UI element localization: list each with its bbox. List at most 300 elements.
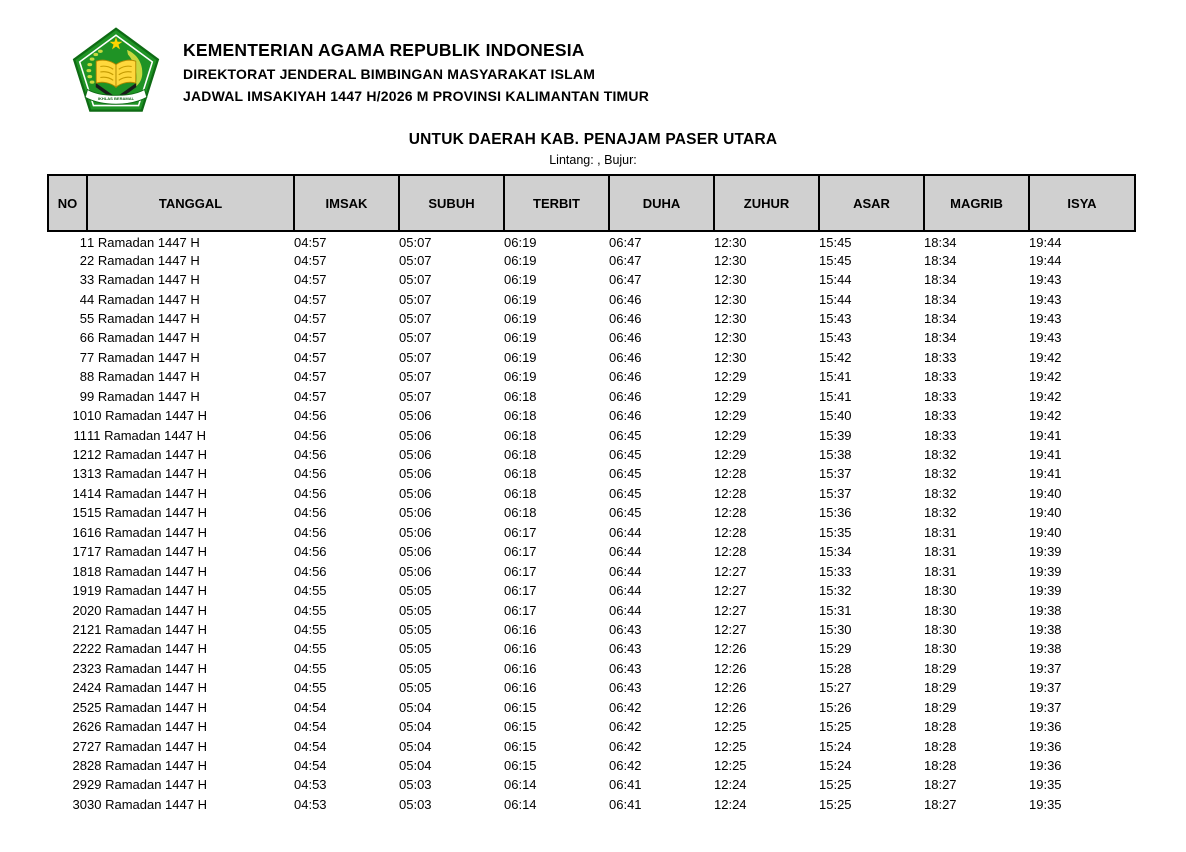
cell-tanggal: 11 Ramadan 1447 H (87, 427, 207, 443)
cell-no: 15 (72, 505, 87, 521)
cell-zuhur: 12:29 (714, 369, 747, 385)
cell-subuh: 05:05 (399, 660, 432, 676)
cell-imsak: 04:56 (294, 447, 327, 463)
cell-tanggal: 26 Ramadan 1447 H (87, 719, 207, 735)
cell-tanggal: 28 Ramadan 1447 H (87, 758, 207, 774)
imsakiyah-table (47, 174, 1136, 814)
cell-duha: 06:45 (609, 427, 642, 443)
cell-duha: 06:45 (609, 505, 642, 521)
cell-subuh: 05:04 (399, 719, 432, 735)
cell-zuhur: 12:30 (714, 330, 747, 346)
cell-imsak: 04:55 (294, 680, 327, 696)
cell-asar: 15:34 (819, 544, 852, 560)
cell-imsak: 04:56 (294, 544, 327, 560)
cell-asar: 15:27 (819, 680, 852, 696)
cell-duha: 06:43 (609, 660, 642, 676)
cell-no: 8 (79, 369, 87, 385)
cell-zuhur: 12:29 (714, 447, 747, 463)
cell-zuhur: 12:27 (714, 563, 747, 579)
cell-subuh: 05:06 (399, 544, 432, 560)
cell-terbit: 06:19 (504, 291, 537, 307)
column-header-duha: DUHA (609, 175, 714, 231)
cell-subuh: 05:06 (399, 408, 432, 424)
cell-tanggal: 13 Ramadan 1447 H (87, 466, 207, 482)
table-row (48, 270, 1135, 289)
cell-terbit: 06:19 (504, 349, 537, 365)
cell-tanggal: 27 Ramadan 1447 H (87, 738, 207, 754)
table-row (48, 367, 1135, 386)
column-header-magrib: MAGRIB (924, 175, 1029, 231)
cell-asar: 15:25 (819, 777, 852, 793)
cell-zuhur: 12:25 (714, 719, 747, 735)
cell-terbit: 06:17 (504, 602, 537, 618)
cell-imsak: 04:54 (294, 699, 327, 715)
table-row (48, 678, 1135, 697)
cell-zuhur: 12:24 (714, 777, 747, 793)
cell-no: 25 (72, 699, 87, 715)
cell-imsak: 04:57 (294, 291, 327, 307)
cell-duha: 06:46 (609, 408, 642, 424)
cell-asar: 15:44 (819, 272, 852, 288)
cell-magrib: 18:34 (924, 291, 957, 307)
cell-isya: 19:43 (1029, 291, 1062, 307)
cell-subuh: 05:06 (399, 563, 432, 579)
cell-magrib: 18:30 (924, 583, 957, 599)
cell-no: 12 (72, 447, 87, 463)
cell-tanggal: 30 Ramadan 1447 H (87, 796, 207, 812)
cell-isya: 19:39 (1029, 583, 1062, 599)
cell-asar: 15:41 (819, 388, 852, 404)
cell-no: 13 (72, 466, 87, 482)
cell-isya: 19:36 (1029, 758, 1062, 774)
cell-zuhur: 12:30 (714, 252, 747, 268)
table-row (48, 581, 1135, 600)
cell-asar: 15:42 (819, 349, 852, 365)
cell-no: 21 (72, 621, 87, 637)
cell-no: 29 (72, 777, 87, 793)
column-header-zuhur: ZUHUR (714, 175, 819, 231)
cell-magrib: 18:34 (924, 310, 957, 326)
cell-zuhur: 12:30 (714, 272, 747, 288)
region-title: UNTUK DAERAH KAB. PENAJAM PASER UTARA (408, 131, 778, 148)
cell-zuhur: 12:30 (714, 349, 747, 365)
cell-imsak: 04:54 (294, 719, 327, 735)
cell-no: 19 (72, 583, 87, 599)
cell-terbit: 06:16 (504, 680, 537, 696)
cell-magrib: 18:33 (924, 427, 957, 443)
cell-subuh: 05:07 (399, 291, 432, 307)
cell-tanggal: 6 Ramadan 1447 H (87, 330, 200, 346)
cell-subuh: 05:04 (399, 758, 432, 774)
table-row (48, 600, 1135, 619)
cell-imsak: 04:55 (294, 660, 327, 676)
cell-isya: 19:43 (1029, 330, 1062, 346)
cell-isya: 19:36 (1029, 719, 1062, 735)
cell-isya: 19:39 (1029, 563, 1062, 579)
cell-no: 4 (79, 291, 87, 307)
cell-isya: 19:42 (1029, 369, 1062, 385)
cell-asar: 15:28 (819, 660, 852, 676)
cell-magrib: 18:33 (924, 388, 957, 404)
cell-subuh: 05:06 (399, 505, 432, 521)
cell-imsak: 04:54 (294, 758, 327, 774)
cell-duha: 06:45 (609, 447, 642, 463)
cell-asar: 15:37 (819, 466, 852, 482)
schedule-title: JADWAL IMSAKIYAH 1447 H/2026 M PROVINSI KALIMANTAN TIMUR (183, 88, 650, 104)
cell-tanggal: 8 Ramadan 1447 H (87, 369, 200, 385)
cell-asar: 15:37 (819, 485, 852, 501)
cell-magrib: 18:32 (924, 505, 957, 521)
cell-subuh: 05:04 (399, 699, 432, 715)
cell-magrib: 18:27 (924, 796, 957, 812)
cell-tanggal: 20 Ramadan 1447 H (87, 602, 207, 618)
table-row (48, 484, 1135, 503)
cell-isya: 19:42 (1029, 349, 1062, 365)
cell-no: 22 (72, 641, 87, 657)
cell-duha: 06:46 (609, 330, 642, 346)
cell-no: 16 (72, 524, 87, 540)
cell-isya: 19:43 (1029, 310, 1062, 326)
cell-magrib: 18:31 (924, 563, 957, 579)
cell-tanggal: 12 Ramadan 1447 H (87, 447, 207, 463)
cell-duha: 06:47 (609, 235, 642, 251)
cell-asar: 15:45 (819, 235, 852, 251)
cell-zuhur: 12:27 (714, 583, 747, 599)
cell-zuhur: 12:30 (714, 310, 747, 326)
cell-terbit: 06:15 (504, 738, 537, 754)
cell-imsak: 04:55 (294, 621, 327, 637)
table-row (48, 328, 1135, 347)
cell-subuh: 05:06 (399, 427, 432, 443)
cell-no: 2 (79, 252, 87, 268)
cell-duha: 06:46 (609, 388, 642, 404)
cell-zuhur: 12:26 (714, 699, 747, 715)
cell-tanggal: 5 Ramadan 1447 H (87, 310, 200, 326)
cell-terbit: 06:17 (504, 544, 537, 560)
cell-magrib: 18:32 (924, 466, 957, 482)
cell-asar: 15:32 (819, 583, 852, 599)
cell-tanggal: 22 Ramadan 1447 H (87, 641, 207, 657)
cell-magrib: 18:33 (924, 369, 957, 385)
column-header-isya: ISYA (1029, 175, 1135, 231)
cell-asar: 15:39 (819, 427, 852, 443)
cell-tanggal: 10 Ramadan 1447 H (87, 408, 207, 424)
cell-terbit: 06:18 (504, 466, 537, 482)
cell-subuh: 05:07 (399, 235, 432, 251)
cell-tanggal: 9 Ramadan 1447 H (87, 388, 200, 404)
cell-imsak: 04:57 (294, 252, 327, 268)
cell-magrib: 18:31 (924, 524, 957, 540)
cell-tanggal: 23 Ramadan 1447 H (87, 660, 207, 676)
cell-tanggal: 3 Ramadan 1447 H (87, 272, 200, 288)
cell-subuh: 05:07 (399, 349, 432, 365)
cell-asar: 15:31 (819, 602, 852, 618)
table-row (48, 620, 1135, 639)
cell-imsak: 04:56 (294, 505, 327, 521)
cell-zuhur: 12:27 (714, 602, 747, 618)
cell-terbit: 06:16 (504, 641, 537, 657)
cell-isya: 19:35 (1029, 796, 1062, 812)
table-row (48, 231, 1135, 250)
cell-duha: 06:43 (609, 621, 642, 637)
cell-terbit: 06:16 (504, 660, 537, 676)
cell-magrib: 18:30 (924, 602, 957, 618)
table-row (48, 250, 1135, 269)
cell-zuhur: 12:28 (714, 485, 747, 501)
cell-tanggal: 24 Ramadan 1447 H (87, 680, 207, 696)
cell-asar: 15:29 (819, 641, 852, 657)
cell-subuh: 05:07 (399, 369, 432, 385)
cell-asar: 15:40 (819, 408, 852, 424)
cell-tanggal: 17 Ramadan 1447 H (87, 544, 207, 560)
cell-isya: 19:42 (1029, 388, 1062, 404)
cell-terbit: 06:19 (504, 272, 537, 288)
column-header-tanggal: TANGGAL (87, 175, 294, 231)
cell-zuhur: 12:28 (714, 524, 747, 540)
cell-isya: 19:39 (1029, 544, 1062, 560)
cell-isya: 19:43 (1029, 272, 1062, 288)
cell-imsak: 04:57 (294, 388, 327, 404)
cell-tanggal: 19 Ramadan 1447 H (87, 583, 207, 599)
column-header-subuh: SUBUH (399, 175, 504, 231)
cell-asar: 15:24 (819, 738, 852, 754)
column-header-no: NO (48, 175, 87, 231)
table-row (48, 561, 1135, 580)
table-row (48, 756, 1135, 775)
table-header-row (48, 175, 1135, 231)
cell-magrib: 18:32 (924, 485, 957, 501)
table-row (48, 289, 1135, 308)
cell-imsak: 04:55 (294, 583, 327, 599)
banner-text: IKHLAS BERAMAL (97, 96, 135, 102)
table-row (48, 698, 1135, 717)
cell-asar: 15:25 (819, 796, 852, 812)
table-row (48, 523, 1135, 542)
cell-no: 10 (72, 408, 87, 424)
cell-terbit: 06:19 (504, 310, 537, 326)
cell-subuh: 05:06 (399, 466, 432, 482)
cell-tanggal: 29 Ramadan 1447 H (87, 777, 207, 793)
cell-isya: 19:37 (1029, 699, 1062, 715)
cell-zuhur: 12:29 (714, 408, 747, 424)
table-row (48, 659, 1135, 678)
cell-duha: 06:44 (609, 544, 642, 560)
cell-duha: 06:44 (609, 583, 642, 599)
cell-magrib: 18:29 (924, 660, 957, 676)
cell-asar: 15:24 (819, 758, 852, 774)
cell-terbit: 06:19 (504, 369, 537, 385)
cell-imsak: 04:53 (294, 796, 327, 812)
cell-magrib: 18:29 (924, 699, 957, 715)
table-row (48, 717, 1135, 736)
cell-zuhur: 12:25 (714, 738, 747, 754)
table-row (48, 503, 1135, 522)
cell-terbit: 06:17 (504, 563, 537, 579)
cell-no: 17 (72, 544, 87, 560)
cell-terbit: 06:18 (504, 485, 537, 501)
cell-isya: 19:35 (1029, 777, 1062, 793)
cell-magrib: 18:33 (924, 349, 957, 365)
cell-isya: 19:41 (1029, 427, 1062, 443)
cell-imsak: 04:57 (294, 330, 327, 346)
cell-zuhur: 12:27 (714, 621, 747, 637)
cell-tanggal: 25 Ramadan 1447 H (87, 699, 207, 715)
cell-subuh: 05:06 (399, 485, 432, 501)
cell-isya: 19:38 (1029, 621, 1062, 637)
table-row (48, 348, 1135, 367)
cell-terbit: 06:17 (504, 583, 537, 599)
directorate-name: DIREKTORAT JENDERAL BIMBINGAN MASYARAKAT ISLAM (183, 66, 596, 82)
cell-magrib: 18:32 (924, 447, 957, 463)
cell-magrib: 18:27 (924, 777, 957, 793)
cell-terbit: 06:18 (504, 505, 537, 521)
cell-duha: 06:46 (609, 349, 642, 365)
cell-imsak: 04:57 (294, 369, 327, 385)
table-row (48, 445, 1135, 464)
cell-zuhur: 12:28 (714, 466, 747, 482)
cell-asar: 15:41 (819, 369, 852, 385)
cell-duha: 06:46 (609, 291, 642, 307)
cell-zuhur: 12:29 (714, 427, 747, 443)
cell-no: 18 (72, 563, 87, 579)
cell-terbit: 06:18 (504, 447, 537, 463)
cell-duha: 06:42 (609, 758, 642, 774)
cell-subuh: 05:05 (399, 621, 432, 637)
cell-subuh: 05:05 (399, 641, 432, 657)
cell-magrib: 18:29 (924, 680, 957, 696)
cell-terbit: 06:15 (504, 758, 537, 774)
cell-asar: 15:43 (819, 310, 852, 326)
cell-subuh: 05:06 (399, 524, 432, 540)
cell-subuh: 05:04 (399, 738, 432, 754)
cell-terbit: 06:18 (504, 408, 537, 424)
cell-duha: 06:46 (609, 310, 642, 326)
table-row (48, 309, 1135, 328)
cell-magrib: 18:30 (924, 621, 957, 637)
cell-asar: 15:36 (819, 505, 852, 521)
table-row (48, 425, 1135, 444)
cell-isya: 19:41 (1029, 447, 1062, 463)
cell-isya: 19:41 (1029, 466, 1062, 482)
cell-isya: 19:38 (1029, 641, 1062, 657)
cell-tanggal: 2 Ramadan 1447 H (87, 252, 200, 268)
cell-duha: 06:43 (609, 680, 642, 696)
cell-imsak: 04:57 (294, 349, 327, 365)
cell-imsak: 04:56 (294, 524, 327, 540)
cell-imsak: 04:55 (294, 641, 327, 657)
cell-subuh: 05:05 (399, 680, 432, 696)
cell-imsak: 04:56 (294, 485, 327, 501)
cell-tanggal: 7 Ramadan 1447 H (87, 349, 200, 365)
cell-magrib: 18:34 (924, 272, 957, 288)
cell-duha: 06:47 (609, 252, 642, 268)
ministry-name: KEMENTERIAN AGAMA REPUBLIK INDONESIA (183, 40, 585, 60)
cell-zuhur: 12:26 (714, 680, 747, 696)
cell-magrib: 18:30 (924, 641, 957, 657)
cell-magrib: 18:34 (924, 252, 957, 268)
cell-imsak: 04:56 (294, 466, 327, 482)
cell-no: 3 (79, 272, 87, 288)
cell-zuhur: 12:30 (714, 291, 747, 307)
cell-terbit: 06:18 (504, 427, 537, 443)
cell-terbit: 06:19 (504, 252, 537, 268)
cell-no: 20 (72, 602, 87, 618)
cell-asar: 15:45 (819, 252, 852, 268)
cell-tanggal: 14 Ramadan 1447 H (87, 485, 207, 501)
cell-no: 23 (72, 660, 87, 676)
cell-no: 28 (72, 758, 87, 774)
cell-asar: 15:25 (819, 719, 852, 735)
cell-no: 26 (72, 719, 87, 735)
cell-subuh: 05:06 (399, 447, 432, 463)
cell-imsak: 04:56 (294, 563, 327, 579)
cell-no: 1 (79, 235, 87, 251)
cell-zuhur: 12:25 (714, 758, 747, 774)
cell-no: 6 (79, 330, 87, 346)
cell-imsak: 04:57 (294, 235, 327, 251)
cell-tanggal: 21 Ramadan 1447 H (87, 621, 207, 637)
cell-asar: 15:30 (819, 621, 852, 637)
cell-duha: 06:41 (609, 777, 642, 793)
cell-magrib: 18:34 (924, 330, 957, 346)
table-row (48, 639, 1135, 658)
cell-zuhur: 12:28 (714, 505, 747, 521)
table-row (48, 542, 1135, 561)
table-row (48, 795, 1135, 814)
cell-no: 11 (73, 427, 87, 443)
cell-imsak: 04:57 (294, 272, 327, 288)
cell-terbit: 06:14 (504, 796, 537, 812)
cell-zuhur: 12:26 (714, 660, 747, 676)
cell-imsak: 04:55 (294, 602, 327, 618)
cell-asar: 15:35 (819, 524, 852, 540)
cell-subuh: 05:07 (399, 252, 432, 268)
cell-magrib: 18:28 (924, 738, 957, 754)
cell-duha: 06:46 (609, 369, 642, 385)
cell-isya: 19:40 (1029, 485, 1062, 501)
cell-no: 7 (79, 349, 87, 365)
cell-isya: 19:44 (1029, 235, 1062, 251)
cell-no: 9 (79, 388, 87, 404)
cell-terbit: 06:16 (504, 621, 537, 637)
schedule-body (48, 231, 1135, 814)
cell-isya: 19:44 (1029, 252, 1062, 268)
cell-terbit: 06:17 (504, 524, 537, 540)
cell-zuhur: 12:26 (714, 641, 747, 657)
column-header-asar: ASAR (819, 175, 924, 231)
cell-imsak: 04:56 (294, 408, 327, 424)
cell-duha: 06:45 (609, 485, 642, 501)
cell-tanggal: 18 Ramadan 1447 H (87, 563, 207, 579)
cell-no: 24 (72, 680, 87, 696)
cell-terbit: 06:14 (504, 777, 537, 793)
cell-asar: 15:33 (819, 563, 852, 579)
cell-isya: 19:40 (1029, 505, 1062, 521)
table-row (48, 775, 1135, 794)
table-row (48, 464, 1135, 483)
cell-zuhur: 12:30 (714, 235, 747, 251)
cell-zuhur: 12:29 (714, 388, 747, 404)
cell-tanggal: 4 Ramadan 1447 H (87, 291, 200, 307)
cell-no: 14 (72, 485, 87, 501)
cell-imsak: 04:56 (294, 427, 327, 443)
column-header-imsak: IMSAK (294, 175, 399, 231)
cell-subuh: 05:03 (399, 777, 432, 793)
cell-isya: 19:37 (1029, 660, 1062, 676)
cell-duha: 06:42 (609, 719, 642, 735)
column-header-terbit: TERBIT (504, 175, 609, 231)
cell-tanggal: 1 Ramadan 1447 H (87, 235, 200, 251)
